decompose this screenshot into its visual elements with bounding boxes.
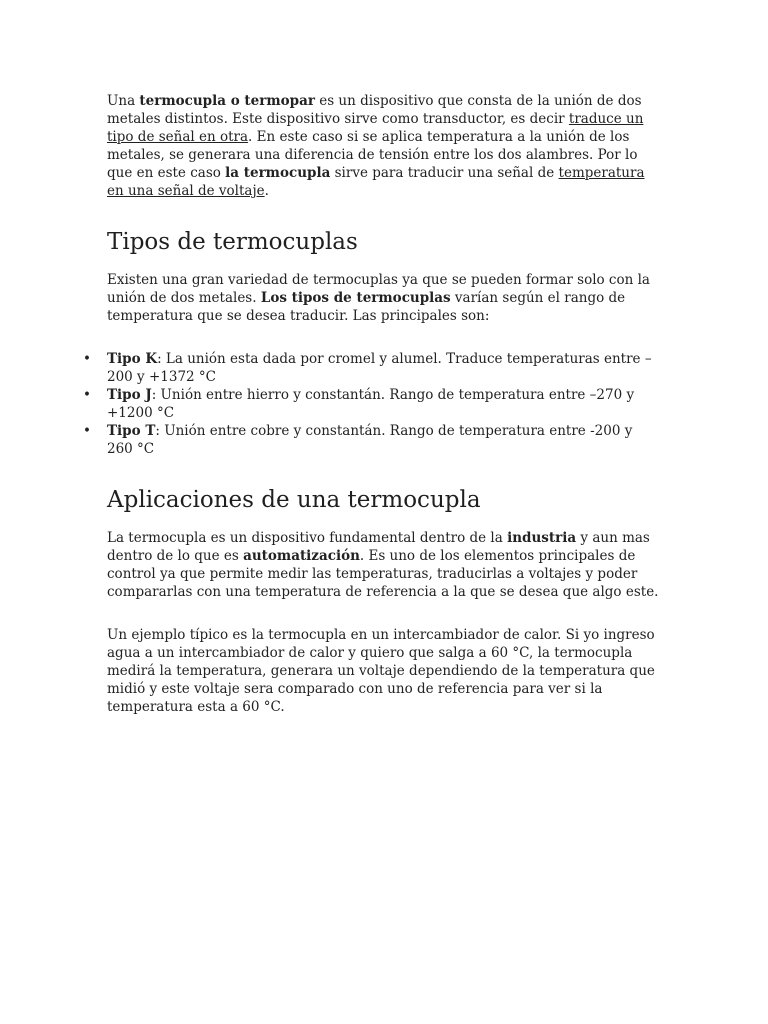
apps-bold-term: industria (507, 530, 577, 546)
list-item-text: : La unión esta dada por cromel y alumel. Traduce temperaturas entre –200 y +1372 °C (107, 351, 652, 385)
types-heading: Tipos de termocuplas (107, 229, 358, 255)
apps-text: y aun mas dentro de lo que es (107, 530, 650, 564)
list-item-label: Tipo J (107, 387, 152, 403)
intro-text: sirve para traducir una señal de (330, 165, 559, 181)
bullet-icon: • (83, 351, 91, 367)
apps-bold-term: automatización (243, 548, 360, 564)
intro-text: . En este caso si se aplica temperatura a la unión de los metales, se generara una diferencia de tensión entre los dos alambres. Por lo que en este caso (107, 129, 638, 181)
list-item-tipo-k (83, 350, 660, 386)
types-text: Existen una gran variedad de termocuplas ya que se pueden formar solo con la unión de dos metales. (107, 272, 650, 306)
intro-text: . (264, 183, 269, 199)
intro-paragraph (107, 92, 660, 200)
types-bold-term: Los tipos de termocuplas (260, 290, 451, 306)
apps-text: La termocupla es un dispositivo fundamental dentro de la (107, 530, 508, 546)
intro-bold-term: la termocupla (225, 165, 331, 181)
link-temperatura-voltaje[interactable]: temperatura en una señal de voltaje (107, 165, 645, 199)
list-item-text: : Unión entre hierro y constantán. Rango de temperatura entre –270 y +1200 °C (107, 387, 635, 421)
intro-text: Una (107, 93, 140, 109)
intro-bold-term: termocupla o termopar (139, 93, 315, 109)
apps-paragraph-2-wrap (107, 626, 660, 716)
types-list (83, 350, 660, 458)
types-list-wrap (83, 350, 660, 458)
types-paragraph (107, 271, 660, 325)
types-section (107, 228, 660, 256)
intro-text: es un dispositivo que consta de la unión de dos metales distintos. Este dispositivo sirve como transductor, es decir (107, 93, 642, 127)
list-item-tipo-j (83, 386, 660, 422)
apps-text: . Es uno de los elementos principales de control ya que permite medir las temperaturas, traducirlas a voltajes y poder compararlas con una temperatura de referencia a la que se desea que algo este. (107, 548, 659, 600)
list-item-text: : Unión entre cobre y constantán. Rango de temperatura entre -200 y 260 °C (107, 423, 633, 457)
apps-heading: Aplicaciones de una termocupla (107, 487, 481, 513)
list-item-label: Tipo T (107, 423, 156, 439)
bullet-icon: • (83, 423, 91, 439)
bullet-icon: • (83, 387, 91, 403)
link-traduce-senal[interactable]: traduce un tipo de señal en otra (107, 111, 644, 145)
types-intro (107, 271, 660, 325)
apps-section (107, 486, 660, 514)
list-item-label: Tipo K (107, 351, 158, 367)
list-item-tipo-t (83, 422, 660, 458)
intro-section (107, 92, 660, 200)
types-text: varían según el rango de temperatura que se desea traducir. Las principales son: (107, 290, 626, 324)
apps-paragraph-1-wrap (107, 529, 660, 601)
apps-paragraph-1 (107, 529, 660, 601)
apps-paragraph-2: Un ejemplo típico es la termocupla en un intercambiador de calor. Si yo ingreso agua a un intercambiador de calor y quiero que salga a 60 °C, la termocupla medirá la temperatura, generara un voltaje dependiendo de la temperatura que midió y este voltaje sera comparado con uno de referencia para ver si la temperatura esta a 60 °C. (107, 627, 655, 715)
